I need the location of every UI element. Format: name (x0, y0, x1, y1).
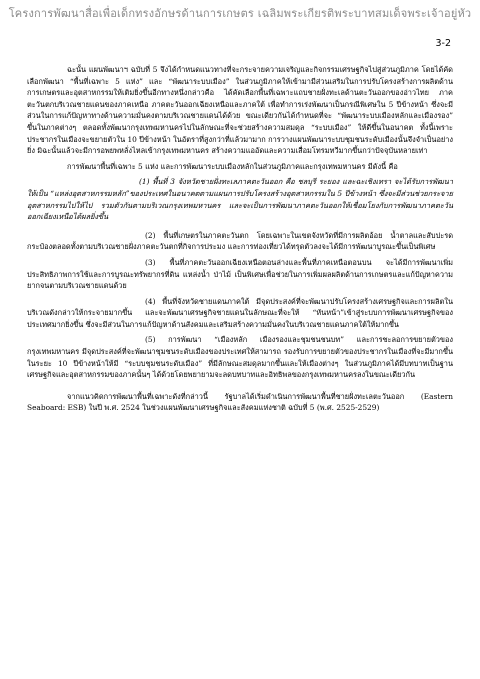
document-body (27, 64, 453, 414)
running-header: โครงการพัฒนาสื่อเพื่อเด็กทรงอักษรด้านการเกษตร เฉลิมพระเกียรติพระบาทสมเด็จพระเจ้าอยู่หัว (8, 7, 472, 20)
paragraph-conclusion: จากแนวคิดการพัฒนาพื้นที่เฉพาะดังที่กล่าวนี้ รัฐบาลได้เริ่มดำเนินการพัฒนาพื้นที่ชายฝั่งทะเลตะวันออก (Eastern Seaboard: ESB) ในปี พ.ศ. 2524 ในช่วงแผนพัฒนาเศรษฐกิจและสังคมแห่งชาติ ฉบับที่ 5 (พ.ศ. 2525-2529) (27, 391, 453, 413)
page-number: 3-2 (435, 38, 451, 49)
paragraph-item-5: (5) การพัฒนา “เมืองหลัก เมืองรองและชุมชนชนบท” และการชะลอการขยายตัวของกรุงเทพมหานคร มีจุดประสงค์ที่จะพัฒนาชุมชนระดับเมืองของประเทศให้สามารถ รองรับการขยายตัวของประชากรในเมืองที่จะมีมากขึ้นในระยะ 10 ปีข้างหน้าให้มี “ระบบชุมชนระดับเมือง” ที่มีลักษณะสมดุลมากขึ้นและให้เมืองต่างๆ ในส่วนภูมิภาคได้มีบทบาทเป็นฐานเศรษฐกิจและอุตสาหกรรมของภาคนั้นๆ ได้ด้วยโดยพยายามจะลดบทบาทและอิทธิพลของกรุงเทพมหานครลงในขณะเดียวกัน (27, 335, 453, 380)
paragraph-item-3: (3) พื้นที่ภาคตะวันออกเฉียงเหนือตอนล่างและพื้นที่ภาคเหนือตอนบน จะได้มีการพัฒนาเพิ่มประสิทธิภาพการใช้และการบูรณะทรัพยากรที่ดิน แหล่งน้ำ ป่าไม้ เป็นพิเศษเพื่อช่วยในการเพิ่มผลผลิตด้านการเกษตรและแก้ปัญหาความยากจนตามบริเวณชายแดนด้วย (27, 257, 453, 291)
paragraph-intro: ฉะนั้น แผนพัฒนาฯ ฉบับที่ 5 จึงได้กำหนดแนวทางที่จะกระจายความเจริญและกิจกรรมเศรษฐกิจไปสู่ส่วนภูมิภาค โดยได้คัดเลือกพัฒนา “พื้นที่เฉพาะ 5 แห่ง” และ “พัฒนาระบบเมือง” ในส่วนภูมิภาคให้เข้ามามีส่วนเสริมในการปรับโครงสร้างการผลิตด้านการเกษตรและอุตสาหกรรมให้เติมยิ่งขึ้นอีกทางหนึ่งกล่าวคือ ได้คัดเลือกพื้นที่เฉพาะแถบชายฝั่งทะเลด้านตะวันออกของอ่าวไทย ภาคตะวันตกบริเวณชายแดนของภาคเหนือ ภาคตะวันออกเฉียงเหนือและภาคใต้ เพื่อทำการเร่งพัฒนาเป็นกรณีพิเศษใน 5 ปีข้างหน้า ซึ่งจะมีส่วนในการแก้ปัญหาทางด้านความมั่นคงตามบริเวณชายแดนได้ด้วย ขณะเดียวกันได้กำหนดที่จะ “พัฒนาระบบเมืองหลักและเมืองรอง” ขึ้นในภาคต่างๆ ตลอดทั้งพัฒนากรุงเทพมหานครไปในลักษณะที่จะช่วยสร้างความสมดุล “ระบบเมือง” ให้ดีขึ้นในอนาคต ทั้งนี้เพราะประชากรในเมืองจะขยายตัวใน 10 ปีข้างหน้า ในอัตราที่สูงกว่าที่แล้วมามาก การวางแผนพัฒนาระบบชุมชนระดับเมืองนั้นจึงจำเป็นอย่างยิ่ง มิฉะนั้นแล้วจะมีการอพยพหลั่งไหลเข้ากรุงเทพมหานคร สร้างความแออัดและความเสื่อมโทรมทวีมากขึ้นกว่าปัจจุบันหลายเท่า (27, 65, 453, 156)
paragraph-areas-intro: การพัฒนาพื้นที่เฉพาะ 5 แห่ง และการพัฒนาระบบเมืองหลักในส่วนภูมิภาคและกรุงเทพมหานคร มีดังนี้ คือ (67, 161, 398, 171)
paragraph-item-2: (2) พื้นที่เกษตรในภาคตะวันตก โดยเฉพาะในเขตจังหวัดที่มีการผลิตอ้อย น้ำตาลและสับปะรดกระป๋องตลอดทั้งตามบริเวณชายฝั่งภาคตะวันตกที่กิจการประมง และการท่องเที่ยวได้ทรุดตัวลงจะได้มีการพัฒนาบูรณะขึ้นเป็นพิเศษ (27, 230, 453, 252)
paragraph-item-4: (4) พื้นที่จังหวัดชายแดนภาคใต้ มีจุดประสงค์ที่จะพัฒนาปรับโครงสร้างเศรษฐกิจและการผลิตในบริเวณดังกล่าวให้กระจายมากขึ้น และจะพัฒนาเศรษฐกิจชายแดนในลักษณะที่จะให้ “หันหน้า”เข้าสู่ระบบการพัฒนาเศรษฐกิจของประเทศมากยิ่งขึ้น ซึ่งจะมีส่วนในการแก้ปัญหาด้านสังคมและเสริมสร้างความมั่นคงในบริเวณชายแดนภาคใต้ให้มากขึ้น (27, 296, 453, 329)
paragraph-item-1: (1) พื้นที่ 3 จังหวัดชายฝั่งทะเลภาคตะวันออก คือ ชลบุรี ระยอง และฉะเชิงเทรา จะได้รับการพัฒนาให้เป็น “แหล่งอุตสาหกรรมหลัก”ของประเทศในอนาคตตามแผนการปรับโครงสร้างอุตสาหกรรมใน 5 ปีข้างหน้า ซึ่งจะมีส่วนช่วยกระจายอุตสาหกรรมไปให้ไป รวมตัวกันตามบริเวณกรุงเทพมหานคร และจะเป็นการพัฒนาภาคตะวันออกให้เชื่อมโยงกับการพัฒนาภาคตะวันออกเฉียงเหนือได้ผลยิ่งขึ้น (27, 177, 453, 222)
